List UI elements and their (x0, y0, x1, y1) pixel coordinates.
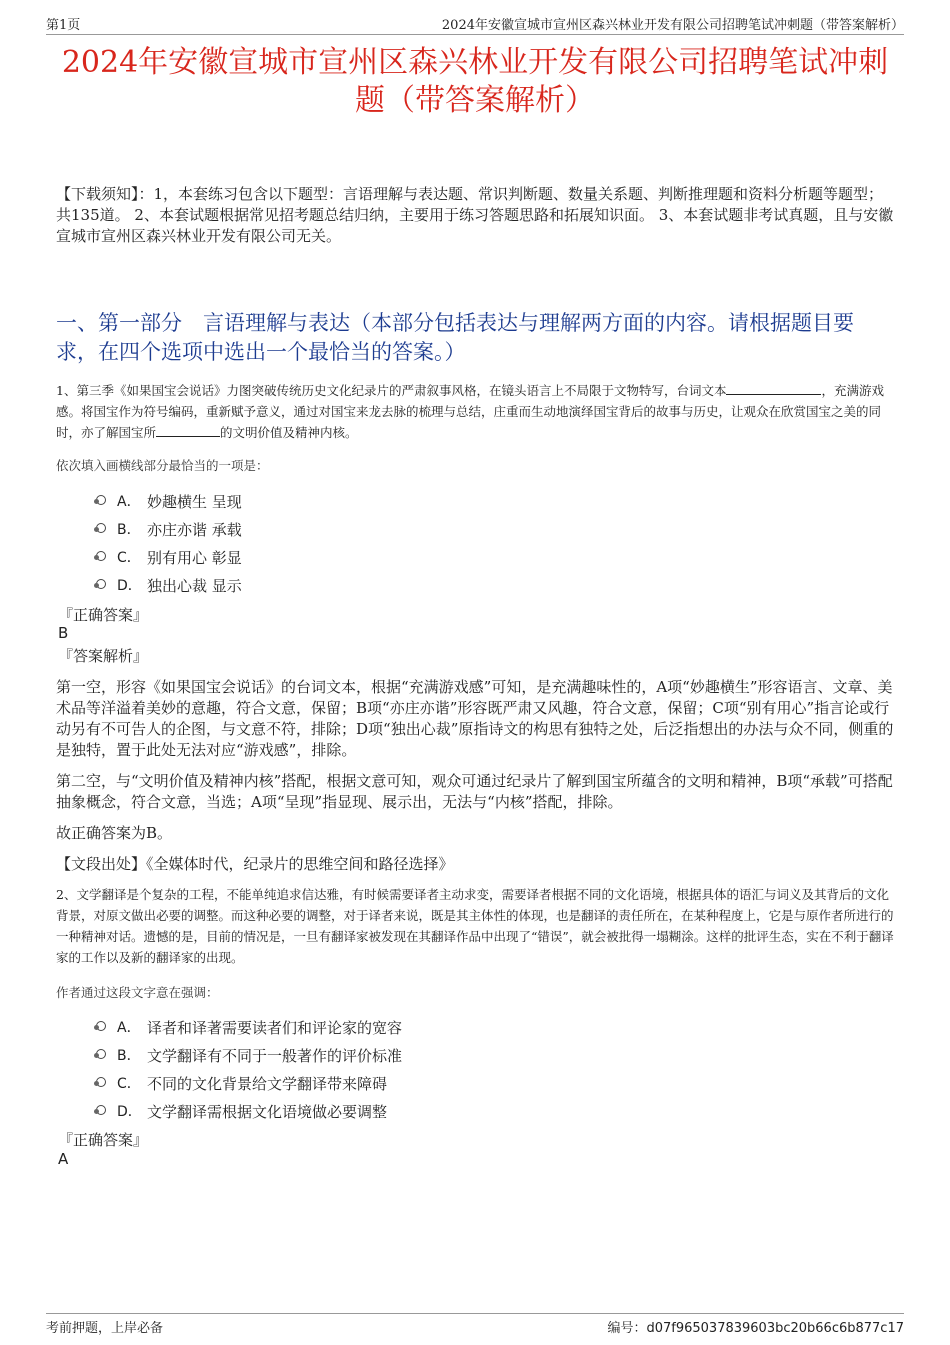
analysis-conclusion: 故正确答案为B。 (56, 824, 173, 842)
option-text: 妙趣横生 呈现 (147, 493, 242, 511)
header-doc-title: 2024年安徽宣城市宣州区森兴林业开发有限公司招聘笔试冲刺题（带答案解析） (441, 18, 904, 33)
question-1 (56, 380, 894, 443)
option-text: 译者和译著需要读者们和评论家的宽容 (147, 1019, 403, 1037)
radio-icon[interactable] (96, 1105, 106, 1115)
footer-slogan: 考前押题，上岸必备 (46, 1321, 164, 1336)
option-letter: B． (117, 1048, 141, 1064)
question-1-prompt-text: 依次填入画横线部分最恰当的一项是： (56, 458, 269, 473)
page-footer (46, 1313, 904, 1336)
analysis-label: 『答案解析』 (58, 647, 149, 665)
download-notice: 【下载须知】：1，本套练习包含以下题型：言语理解与表达题、常识判断题、数量关系题、判断推理题和资料分析题等题型；共135道。 2、本套试题根据常见招考题总结归纳，主要用于练习答题思路和拓展知识面。 3、本套试题非考试真题，且与安徽宣城市宣州区森兴林业开发有限公司无关。 (56, 185, 894, 245)
option-letter: D． (117, 578, 142, 594)
document-code-value: d07f965037839603bc20b66c6b877c17 (646, 1321, 904, 1336)
option-letter: A． (117, 494, 141, 510)
question-2 (56, 884, 894, 968)
radio-icon[interactable] (96, 1021, 106, 1031)
document-title (40, 44, 910, 120)
radio-icon[interactable] (96, 551, 106, 561)
option-text: 独出心裁 显示 (147, 577, 242, 595)
question-2-text: 2、文学翻译是个复杂的工程，不能单纯追求信达雅，有时候需要译者主动求变，需要译者根据不同的文化语境，根据具体的语汇与词义及其背后的文化背景，对原文做出必要的调整。而这种必要的调整，对于译者来说，既是其主体性的体现，也是翻译的责任所在，在某种程度上，它是与原作者所进行的一种精神对话。遗憾的是，目前的情况是，一旦有翻译家被发现在其翻译作品中出现了“错误”，就会被批得一塌糊涂。这样的批评生态，实在不利于翻译家的工作以及新的翻译家的出现。 (56, 887, 894, 965)
option-text: 别有用心 彰显 (147, 549, 242, 567)
page-header (46, 12, 904, 35)
document-code (607, 1317, 904, 1336)
analysis-paragraph-2: 第二空，与“文明价值及精神内核”搭配，根据文意可知，观众可通过纪录片了解到国宝所蕴含的文明和精神，B项“承载”可搭配抽象概念，符合文意，当选；A项“呈现”指显现、展示出，无法与“内核”搭配，排除。 (56, 772, 893, 811)
document-code-label: 编号： (607, 1321, 647, 1336)
radio-icon[interactable] (96, 495, 106, 505)
correct-answer-label: 『正确答案』 (58, 1131, 149, 1149)
question-1-text (56, 380, 894, 443)
option-text: 文学翻译有不同于一般著作的评价标准 (147, 1047, 403, 1065)
radio-icon[interactable] (96, 1049, 106, 1059)
option-letter: C． (117, 550, 141, 566)
question-1-prompt (56, 456, 894, 476)
question-1-text-part2: ，充满游戏感。将国宝作为符号编码，重新赋予意义，通过对国宝来龙去脉的梳理与总结，庄重而生动地演绎国宝背后的故事与历史，让观众在欣赏国宝之美的同时，亦了解国宝所 (56, 383, 884, 440)
radio-icon[interactable] (96, 523, 106, 533)
answer-blank-2 (156, 436, 220, 437)
radio-icon[interactable] (96, 1077, 106, 1087)
option-letter: B． (117, 522, 141, 538)
option-letter: A． (117, 1020, 141, 1036)
option-letter: C． (117, 1076, 141, 1092)
question-2-prompt (56, 983, 894, 1003)
question-1-text-part3: 的文明价值及精神内核。 (220, 425, 358, 440)
page-number: 第1页 (46, 18, 81, 33)
correct-answer: B (58, 624, 69, 642)
correct-answer: A (58, 1150, 69, 1168)
question-1-text-part1: 1、第三季《如果国宝会说话》力图突破传统历史文化纪录片的严肃叙事风格，在镜头语言上不局限于文物特写，台词文本 (56, 383, 727, 398)
answer-blank-1 (726, 394, 821, 395)
question-2-prompt-text: 作者通过这段文字意在强调： (56, 985, 219, 1000)
title-line-1: 2024年安徽宣城市宣州区森兴林业开发有限公司招聘笔试冲刺 (61, 45, 889, 80)
correct-answer-label: 『正确答案』 (58, 606, 149, 624)
option-text: 不同的文化背景给文学翻译带来障碍 (147, 1075, 388, 1093)
option-text: 文学翻译需根据文化语境做必要调整 (147, 1103, 388, 1121)
analysis-paragraph-1: 第一空，形容《如果国宝会说话》的台词文本，根据“充满游戏感”可知，是充满趣味性的，A项“妙趣横生”形容语言、文章、美术品等洋溢着美妙的意趣，符合文意，保留；B项“亦庄亦谐”形容既严肃又风趣，符合文意，保留；C项“别有用心”指言论或行动另有不可告人的企图，与文意不符，排除；D项“独出心裁”原指诗文的构思有独特之处，后泛指想出的办法与众不同，侧重的是独特，置于此处无法对应“游戏感”，排除。 (56, 678, 894, 759)
radio-icon[interactable] (96, 579, 106, 589)
option-letter: D． (117, 1104, 142, 1120)
section-title: 一、第一部分 言语理解与表达（本部分包括表达与理解两方面的内容。请根据题目要求，在四个选项中选出一个最恰当的答案。） (56, 311, 854, 364)
analysis (56, 677, 894, 885)
option-text: 亦庄亦谐 承载 (147, 521, 242, 539)
analysis-source: 【文段出处】《全媒体时代，纪录片的思维空间和路径选择》 (56, 855, 454, 873)
title-line-2: 题（带答案解析） (355, 83, 595, 118)
